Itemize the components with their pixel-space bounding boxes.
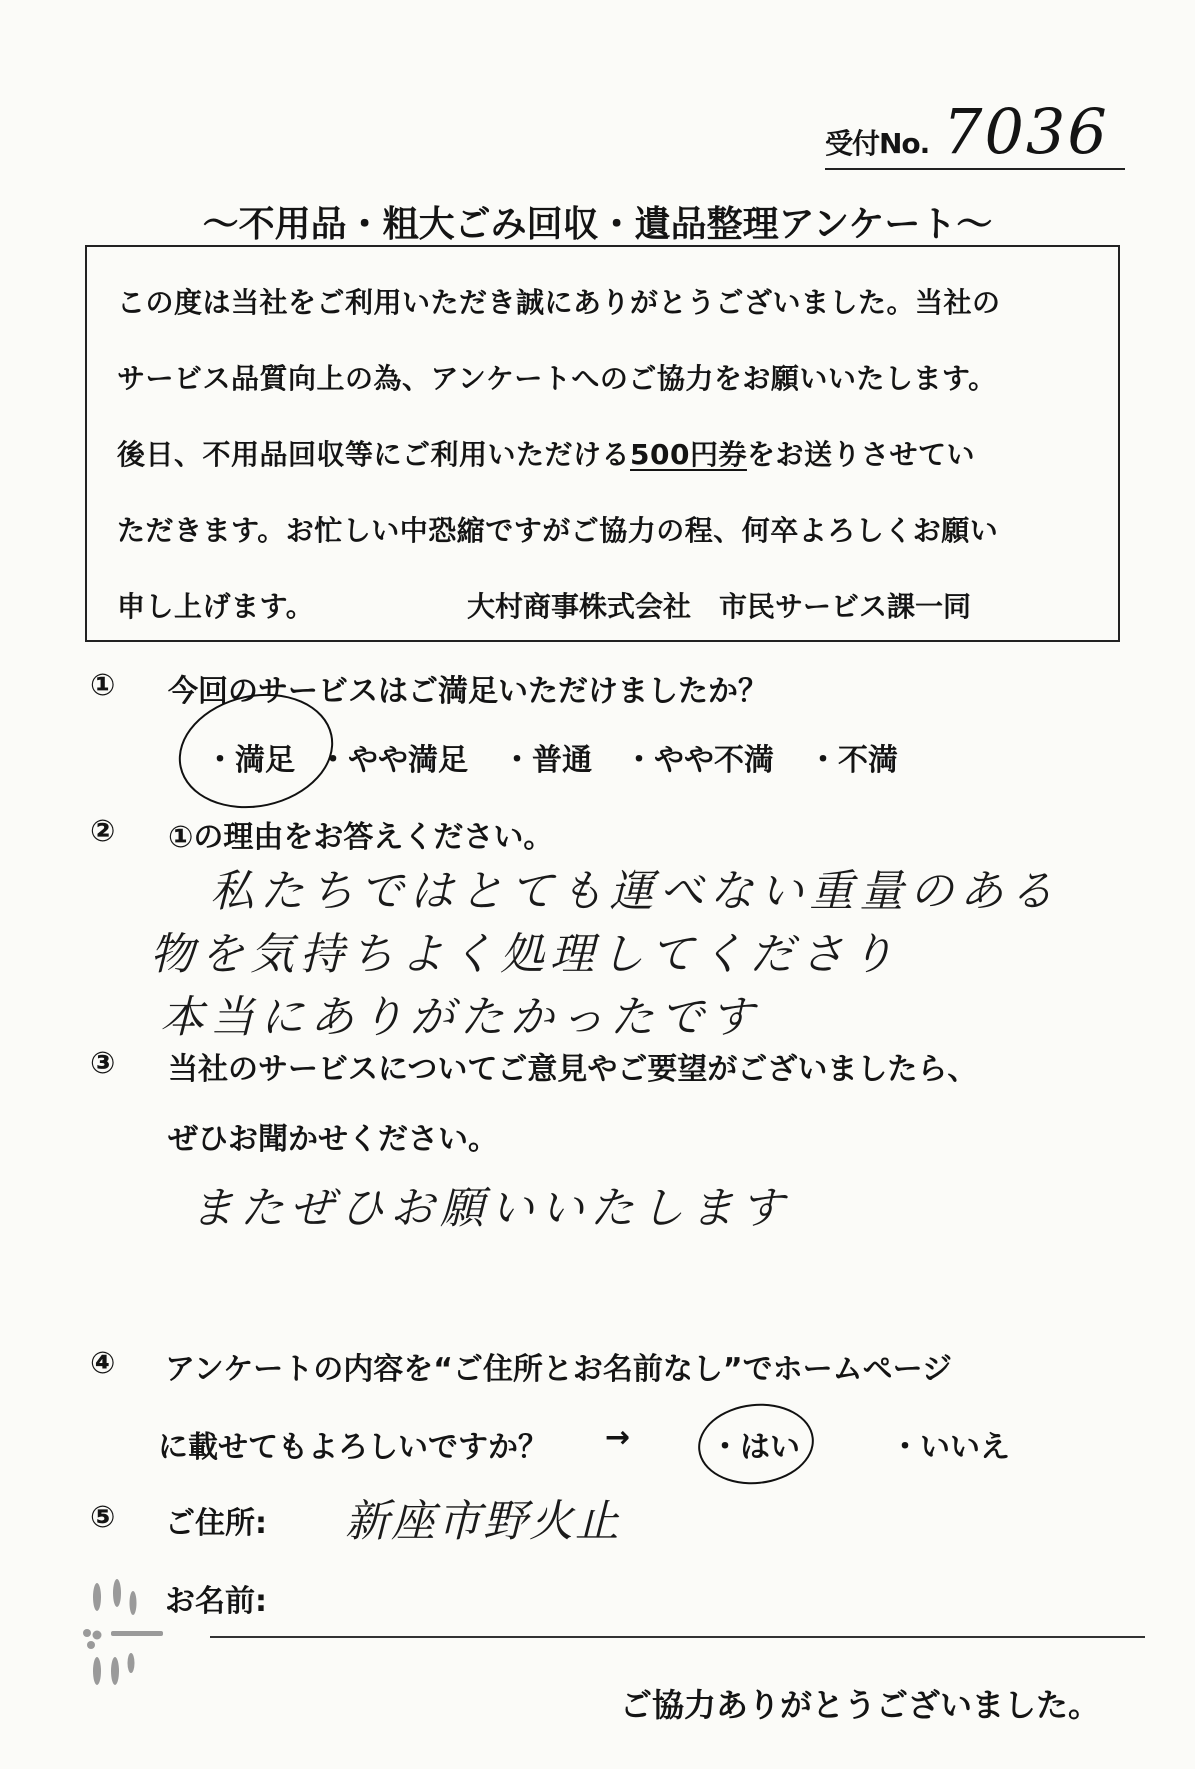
q3-answer: またぜひお願いいたします bbox=[190, 1183, 790, 1234]
company-name: 大村商事株式会社 市民サービス課一同 bbox=[467, 590, 972, 623]
q2-answer-line-2: 物を気持ちよく処理してくださり bbox=[150, 929, 900, 980]
q4-option-no[interactable]: ・いいえ bbox=[890, 1430, 1010, 1465]
intro-line-3 bbox=[117, 433, 975, 473]
q3-question-line-1: 当社のサービスについてご意見やご要望がございましたら、 bbox=[168, 1052, 978, 1087]
address-value: 新座市野火止 bbox=[345, 1496, 621, 1547]
flower-decoration-icon bbox=[75, 1575, 175, 1705]
q2-question: ①の理由をお答えください。 bbox=[168, 820, 554, 855]
q4-number: ④ bbox=[90, 1346, 116, 1381]
thanks-message: ご協力ありがとうございました。 bbox=[619, 1686, 1100, 1724]
intro-line-3-before: 後日、不用品回収等にご利用いただける bbox=[117, 438, 631, 471]
q4-arrow: → bbox=[605, 1420, 631, 1455]
q1-number: ① bbox=[90, 668, 116, 703]
intro-line-2: サービス品質向上の為、アンケートへのご協力をお願いいたします。 bbox=[117, 362, 997, 395]
q4-selected-circle bbox=[694, 1398, 818, 1490]
q1-option-somewhat-satisfied[interactable]: ・やや満足 bbox=[318, 743, 468, 778]
q2-answer-line-1: 私たちではとても運べない重量のある bbox=[210, 866, 1060, 917]
q1-option-satisfied[interactable]: ・満足 bbox=[205, 743, 295, 778]
q2-answer-line-3: 本当にありがたかったです bbox=[160, 992, 760, 1043]
q1-option-dissatisfied[interactable]: ・不満 bbox=[808, 743, 898, 778]
q4-question-line-2: に載せてもよろしいですか？ bbox=[158, 1430, 548, 1465]
intro-line-5: 申し上げます。 bbox=[117, 590, 315, 623]
name-underline bbox=[210, 1636, 1145, 1638]
q5-number: ⑤ bbox=[90, 1500, 116, 1535]
q2-number: ② bbox=[90, 814, 116, 849]
address-label: ご住所: bbox=[165, 1506, 267, 1541]
q1-option-neutral[interactable]: ・普通 bbox=[502, 743, 592, 778]
q3-question-line-2: ぜひお聞かせください。 bbox=[168, 1122, 498, 1157]
q1-question: 今回のサービスはご満足いただけましたか？ bbox=[168, 674, 768, 709]
intro-line-1: この度は当社をご利用いただき誠にありがとうございました。当社の bbox=[117, 286, 1001, 319]
receipt-number: 7036 bbox=[943, 95, 1109, 168]
intro-line-4: ただきます。お忙しい中恐縮ですがご協力の程、何卒よろしくお願い bbox=[117, 514, 999, 547]
name-label: お名前: bbox=[165, 1584, 267, 1619]
coupon-amount: 500円券 bbox=[630, 438, 747, 471]
survey-title: ～不用品・粗大ごみ回収・遺品整理アンケート～ bbox=[202, 204, 993, 245]
q4-option-yes[interactable]: ・はい bbox=[710, 1430, 800, 1465]
receipt-label: 受付No. bbox=[825, 127, 930, 160]
q3-number: ③ bbox=[90, 1046, 116, 1081]
q1-option-somewhat-dissatisfied[interactable]: ・やや不満 bbox=[624, 743, 774, 778]
q4-question-line-1: アンケートの内容を“ご住所とお名前なし”でホームページ bbox=[165, 1352, 953, 1387]
intro-box bbox=[85, 245, 1120, 642]
receipt-number-box bbox=[825, 88, 1125, 170]
intro-line-3-after: をお送りさせてい bbox=[746, 438, 975, 471]
